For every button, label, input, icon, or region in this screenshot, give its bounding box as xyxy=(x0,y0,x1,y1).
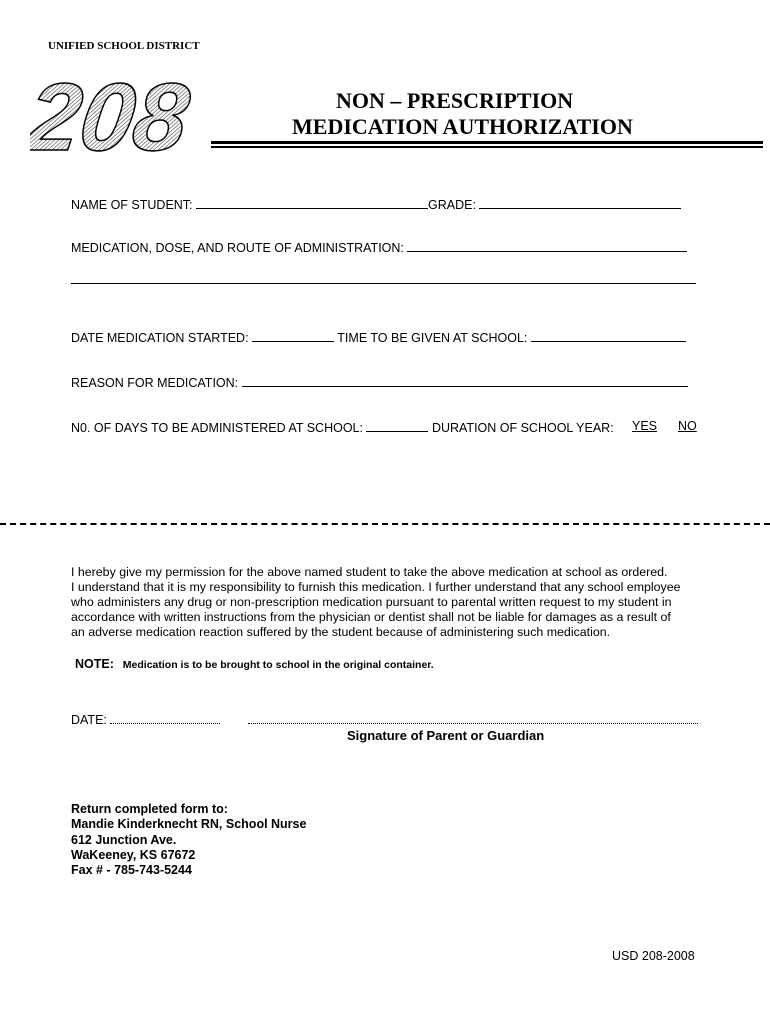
reason-field[interactable]: REASON FOR MEDICATION: xyxy=(71,374,688,390)
num-days-field[interactable]: N0. OF DAYS TO BE ADMINISTERED AT SCHOOL: DURATION OF SCHOOL YEAR: xyxy=(71,421,614,435)
medication-field-line2[interactable] xyxy=(71,283,696,284)
date-started-field[interactable]: DATE MEDICATION STARTED: TIME TO BE GIVEN AT SCHOOL: xyxy=(71,329,686,345)
student-name-field[interactable]: NAME OF STUDENT: GRADE: xyxy=(71,196,681,212)
date-field[interactable]: DATE: xyxy=(71,711,220,727)
permission-text: I hereby give my permission for the above named student to take the above medication at school as ordered. I understand that it is my responsibility to furnish this medication. I further understand that any school employee who administers any drug or non-prescription medication pursuant to parental written request to my student in accordance with written instructions from the physician or dentist shall not be liable for damages as a result of an adverse medication reaction suffered by the student because of administering such medication. xyxy=(71,565,681,639)
grade-field[interactable] xyxy=(479,196,681,209)
logo-text: 208 xyxy=(30,72,196,162)
duration-no-option[interactable]: NO xyxy=(678,419,697,433)
duration-label: DURATION OF SCHOOL YEAR: xyxy=(431,421,614,435)
title-line1: NON – PRESCRIPTION xyxy=(336,88,574,113)
signature-caption: Signature of Parent or Guardian xyxy=(347,728,545,743)
title-rule xyxy=(211,141,763,144)
duration-yes-option[interactable]: YES xyxy=(632,419,658,433)
form-code: USD 208-2008 xyxy=(612,949,695,963)
grade-label: GRADE: xyxy=(428,198,476,212)
district-logo xyxy=(30,72,210,167)
district-label: UNIFIED SCHOOL DISTRICT xyxy=(48,40,200,52)
cut-line xyxy=(0,523,770,525)
title-line2: MEDICATION AUTHORIZATION xyxy=(292,114,633,139)
medication-field[interactable]: MEDICATION, DOSE, AND ROUTE OF ADMINISTRATION: xyxy=(71,239,687,255)
return-address: Return completed form to: Mandie Kinderknecht RN, School Nurse 612 Junction Ave. WaKeeney, KS 67672 Fax # - 785-743-5244 xyxy=(71,802,307,878)
time-given-field[interactable] xyxy=(531,329,686,342)
note: NOTE: Medication is to be brought to school in the original container. xyxy=(75,657,434,671)
title-rule-2 xyxy=(211,146,763,148)
signature-field[interactable] xyxy=(248,723,698,724)
time-given-label: TIME TO BE GIVEN AT SCHOOL: xyxy=(337,331,528,345)
